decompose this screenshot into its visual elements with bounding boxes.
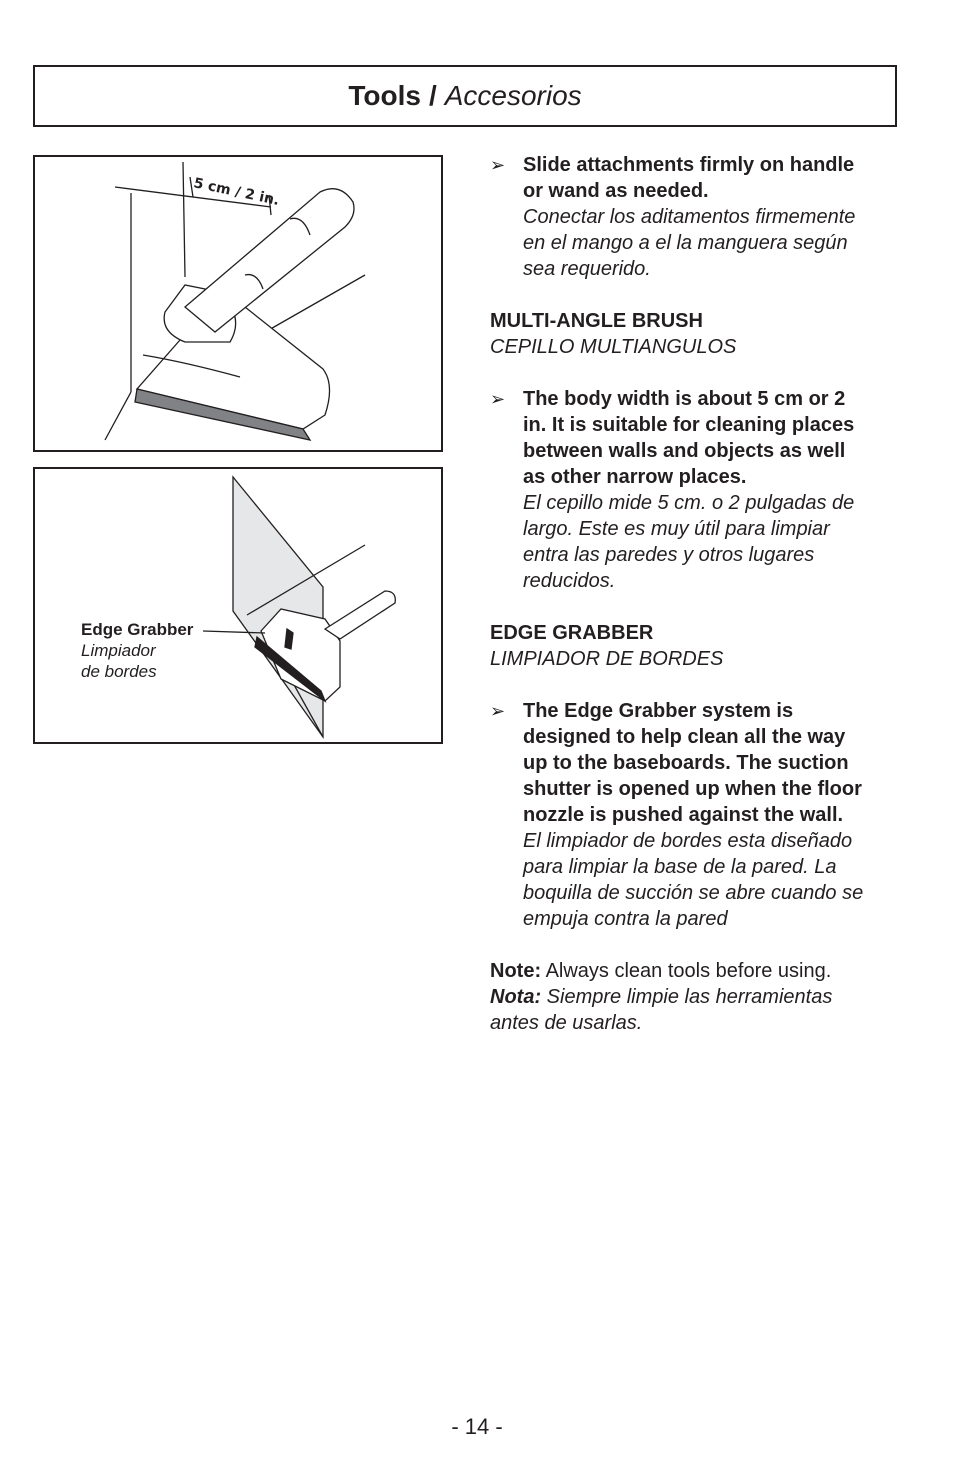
edge-es-line: El limpiador de bordes esta diseñado	[523, 830, 853, 852]
brush-bullet	[490, 386, 900, 594]
brush-drawing	[35, 157, 441, 450]
note-en	[490, 958, 900, 984]
note-es	[490, 984, 900, 1010]
brush-es-line: largo. Este es muy útil para limpiar	[523, 518, 830, 540]
callout-spanish-line2: de bordes	[81, 662, 157, 681]
edge-es-line: empuja contra la pared	[523, 908, 728, 930]
note-text-es-line2: antes de usarlas.	[490, 1012, 643, 1034]
intro-en-line: Slide attachments firmly on handle	[523, 154, 855, 176]
bullet-arrow-icon: ➢	[490, 701, 506, 721]
edge-en-line: shutter is opened up when the floor	[523, 778, 862, 800]
page-number: - 14 -	[451, 1414, 503, 1439]
note-label-en: Note:	[490, 960, 542, 982]
edge-en-line: designed to help clean all the way	[523, 726, 846, 748]
edge-en-line: up to the baseboards. The suction	[523, 752, 849, 774]
title-separator: /	[428, 80, 437, 111]
bullet-arrow-icon: ➢	[490, 155, 506, 175]
brush-es-line: reducidos.	[523, 570, 616, 592]
note-text-en: Always clean tools before using.	[545, 960, 832, 982]
edge-heading-es: LIMPIADOR DE BORDES	[490, 648, 724, 670]
section-header	[33, 65, 897, 127]
edge-es-line: boquilla de succión se abre cuando se	[523, 882, 864, 904]
multi-angle-brush-illustration	[33, 155, 443, 452]
intro-bullet	[490, 152, 900, 282]
intro-es-line: sea requerido.	[523, 258, 651, 280]
bullet-arrow-icon: ➢	[490, 389, 506, 409]
callout-spanish-line1: Limpiador	[81, 641, 156, 660]
dimension-label: 5 cm / 2 in.	[192, 175, 281, 210]
brush-en-line: as other narrow places.	[523, 466, 747, 488]
edge-grabber-callout	[81, 619, 193, 682]
intro-es-line: en el mango a el la manguera según	[523, 232, 848, 254]
edge-en-line: The Edge Grabber system is	[523, 700, 794, 722]
brush-heading-es: CEPILLO MULTIANGULOS	[490, 336, 737, 358]
instructions-column	[490, 152, 900, 1036]
note-text-es-line1: Siempre limpie las herramientas	[546, 986, 833, 1008]
edge-es-line: para limpiar la base de la pared. La	[523, 856, 837, 878]
note-label-es: Nota:	[490, 986, 542, 1008]
edge-grabber-illustration	[33, 467, 443, 744]
brush-en-line: in. It is suitable for cleaning places	[523, 414, 855, 436]
intro-en-line: or wand as needed.	[523, 180, 709, 202]
edge-en-line: nozzle is pushed against the wall.	[523, 804, 844, 826]
brush-en-line: between walls and objects as well	[523, 440, 846, 462]
brush-heading-en: MULTI-ANGLE BRUSH	[490, 310, 703, 332]
title-spanish: Accesorios	[444, 80, 582, 111]
brush-es-line: El cepillo mide 5 cm. o 2 pulgadas de	[523, 492, 855, 514]
brush-en-line: The body width is about 5 cm or 2	[523, 388, 846, 410]
edge-bullet	[490, 698, 900, 932]
edge-grabber-drawing	[35, 469, 441, 742]
edge-heading-en: EDGE GRABBER	[490, 622, 654, 644]
intro-es-line: Conectar los aditamentos firmemente	[523, 206, 856, 228]
callout-english: Edge Grabber	[81, 620, 194, 639]
brush-es-line: entra las paredes y otros lugares	[523, 544, 815, 566]
title-english: Tools	[348, 80, 421, 111]
